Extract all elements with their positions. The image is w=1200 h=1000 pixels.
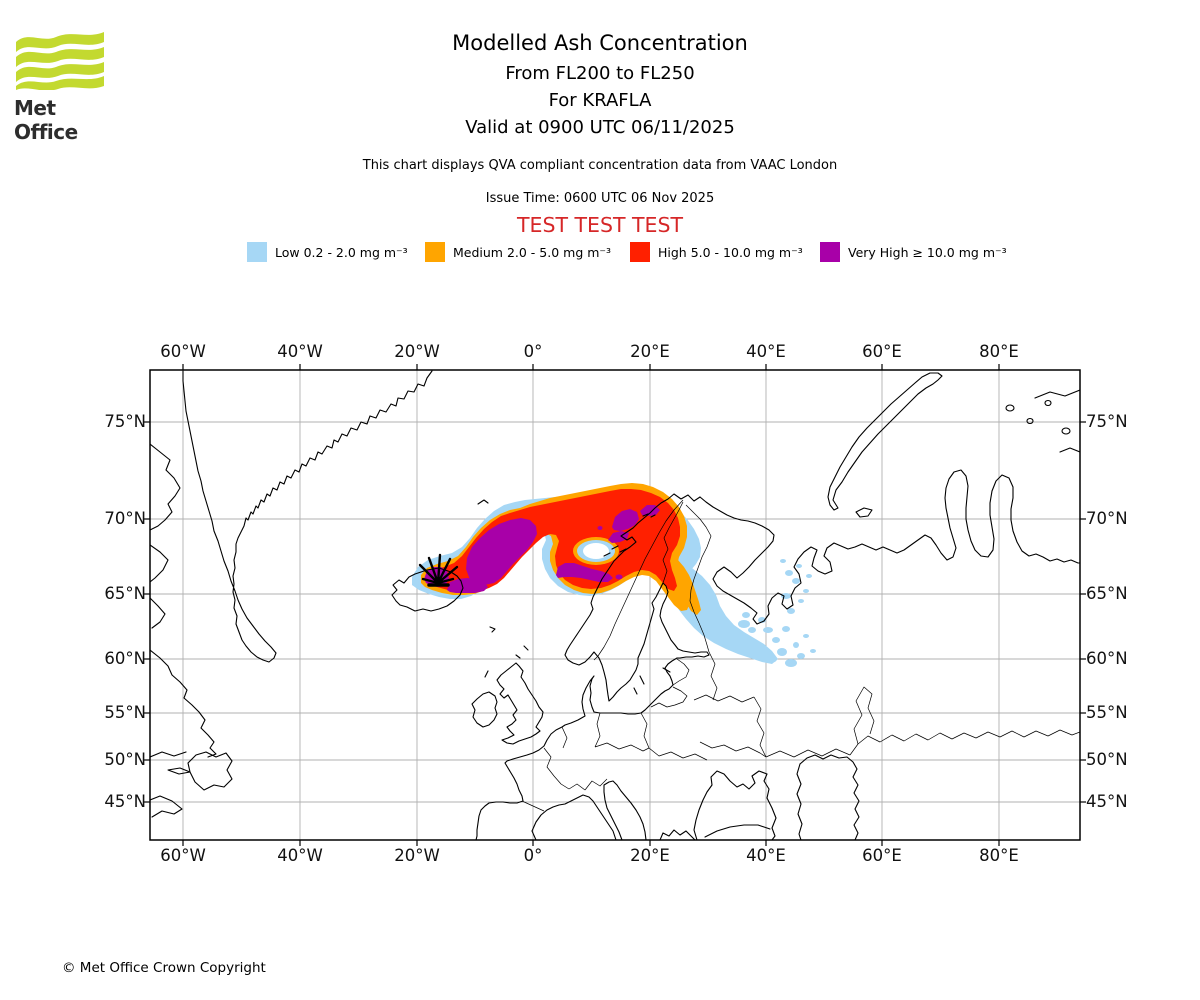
issue-time: Issue Time: 0600 UTC 06 Nov 2025	[485, 191, 715, 206]
lat-label-left: 55°N	[104, 703, 146, 722]
lat-label-right: 45°N	[1086, 792, 1128, 811]
lat-label-left: 45°N	[104, 792, 146, 811]
axis-ticks	[144, 364, 1086, 846]
lon-label-bottom: 80°E	[979, 846, 1019, 865]
legend-label-low: Low 0.2 - 2.0 mg m⁻³	[275, 244, 408, 260]
lat-label-left: 50°N	[104, 750, 146, 769]
legend-item-medium	[425, 241, 611, 263]
lat-label-left: 70°N	[104, 509, 146, 528]
legend-item-high	[630, 241, 803, 263]
legend-item-very-high	[820, 241, 1007, 263]
qva-note: This chart displays QVA compliant concentration data from VAAC London	[362, 158, 838, 173]
subtitle-valid-time: Valid at 0900 UTC 06/11/2025	[465, 117, 735, 138]
lon-label-bottom: 40°W	[277, 846, 323, 865]
lon-label-bottom: 20°E	[630, 846, 670, 865]
lon-label-top: 0°	[523, 342, 543, 361]
lat-label-right: 60°N	[1086, 649, 1128, 668]
legend-swatch-high	[630, 242, 650, 262]
lon-label-top: 40°W	[277, 342, 323, 361]
legend-swatch-medium	[425, 242, 445, 262]
lon-label-top: 60°W	[160, 342, 206, 361]
lon-label-top: 40°E	[746, 342, 786, 361]
legend-label-very-high: Very High ≥ 10.0 mg m⁻³	[848, 244, 1007, 260]
lat-label-left: 65°N	[104, 584, 146, 603]
legend-item-low	[247, 241, 408, 263]
lon-label-top: 20°E	[630, 342, 670, 361]
page-title: Modelled Ash Concentration	[452, 31, 748, 55]
ash-concentration-map	[142, 362, 1088, 848]
subtitle-volcano: For KRAFLA	[548, 90, 652, 111]
test-banner: TEST TEST TEST	[516, 213, 684, 237]
lat-label-right: 70°N	[1086, 509, 1128, 528]
copyright-text: © Met Office Crown Copyright	[62, 960, 266, 976]
legend-label-medium: Medium 2.0 - 5.0 mg m⁻³	[453, 244, 612, 260]
legend-label-high: High 5.0 - 10.0 mg m⁻³	[658, 244, 803, 260]
lat-label-right: 75°N	[1086, 412, 1128, 431]
lat-label-right: 50°N	[1086, 750, 1128, 769]
legend-swatch-low	[247, 242, 267, 262]
lon-label-bottom: 40°E	[746, 846, 786, 865]
lat-label-right: 55°N	[1086, 703, 1128, 722]
legend-swatch-very-high	[820, 242, 840, 262]
lon-label-bottom: 60°E	[862, 846, 902, 865]
lon-label-bottom: 0°	[523, 846, 543, 865]
coastlines	[150, 371, 1080, 840]
lon-label-bottom: 20°W	[394, 846, 440, 865]
lon-label-top: 60°E	[862, 342, 902, 361]
graticule-grid	[150, 370, 1080, 840]
subtitle-flight-levels: From FL200 to FL250	[505, 63, 695, 84]
lat-label-right: 65°N	[1086, 584, 1128, 603]
lat-label-left: 60°N	[104, 649, 146, 668]
map-frame	[150, 370, 1080, 840]
met-office-logo-text: Met Office	[14, 96, 78, 144]
lon-label-top: 80°E	[979, 342, 1019, 361]
lon-label-top: 20°W	[394, 342, 440, 361]
lat-label-left: 75°N	[104, 412, 146, 431]
lon-label-bottom: 60°W	[160, 846, 206, 865]
